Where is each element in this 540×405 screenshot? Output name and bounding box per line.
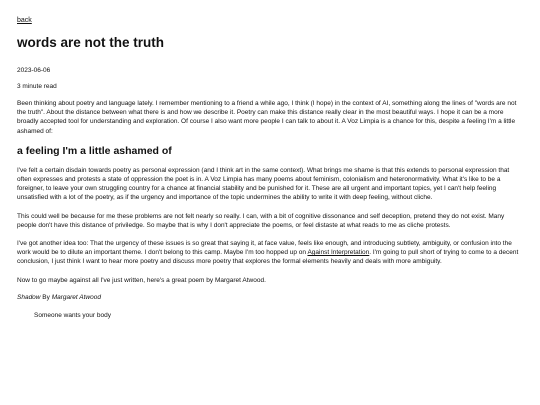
post-date: 2023-06-06 xyxy=(17,67,51,74)
paragraph-privilege: This could well be because for me these problems are not felt nearly so really. I can, with a bit of cognitive dissonance and self deception, pretend they do not exist. Many people don't have this distance of priviledge. So maybe that is why I don't appreciate the poems, or feel distaste at what reads to me as cliche protests. xyxy=(17,212,505,229)
against-interpretation-link[interactable]: Against Interpretation xyxy=(307,249,370,257)
poem-by: By xyxy=(40,293,52,301)
paragraph-intro: Been thinking about poetry and language lately. I remember mentioning to a friend a while ago, I think (I hope) in the context of AI, something along the lines of "words are not the truth". About the distance between what there is and how we describe it. Poetry can make this distance really clear in the most beautiful ways. I hope it can be a more broadly accepted tool for understanding and exploration. Of course I also want more people I can talk to about it. A Voz Limpia is a chance for this, despite a feeling I'm a little ashamed of: xyxy=(17,100,517,135)
paragraph-disdain: I've felt a certain disdain towards poetry as personal expression (and I think art in the same context). What brings me shame is that this extends to personal expression that often expresses and protests a state of oppression the poet is in. A Voz Limpia has many poems about feminism, colonialism and heteronormativity. What it's like to be a foreigner, to leave your own struggling country for a chance at financial stability and be punished for it. These are all urgent and important topics, yet I can't help feeling unsatisfied with a lot of the poetry, as if the urgency and importance of the topic undermines the ability to write it with deep feeling, without cliche. xyxy=(17,166,510,202)
paragraph-text: I've got another idea too: That the urgency of these issues is so great that saying it, at face value, feels like enough, and introducing subtlety, ambiguity, or confusion into the work would be to dilute an important theme. I don't belong to this camp. Maybe I'm too hopped up on xyxy=(17,240,512,257)
section-heading: a feeling I'm a little ashamed of xyxy=(17,144,172,157)
paragraph-another-idea xyxy=(17,239,523,267)
poem-author: Margaret Atwood xyxy=(51,293,101,301)
paragraph-text: . I'm going to pull short of trying to come to a decent conclusion, I just think I want to hear more poetry and discuss more poetry that explores the formal elements heavily and deals with more ambiguity. xyxy=(17,249,519,266)
read-time: 3 minute read xyxy=(17,83,57,90)
poem-title xyxy=(17,294,523,301)
back-link[interactable]: back xyxy=(17,17,32,24)
poem-name: Shadow xyxy=(17,293,41,301)
paragraph-atwood-intro: Now to go maybe against all I've just written, here's a great poem by Margaret Atwood. xyxy=(17,276,266,284)
post-title: words are not the truth xyxy=(17,35,165,50)
poem-line: Someone wants your body xyxy=(34,311,111,319)
